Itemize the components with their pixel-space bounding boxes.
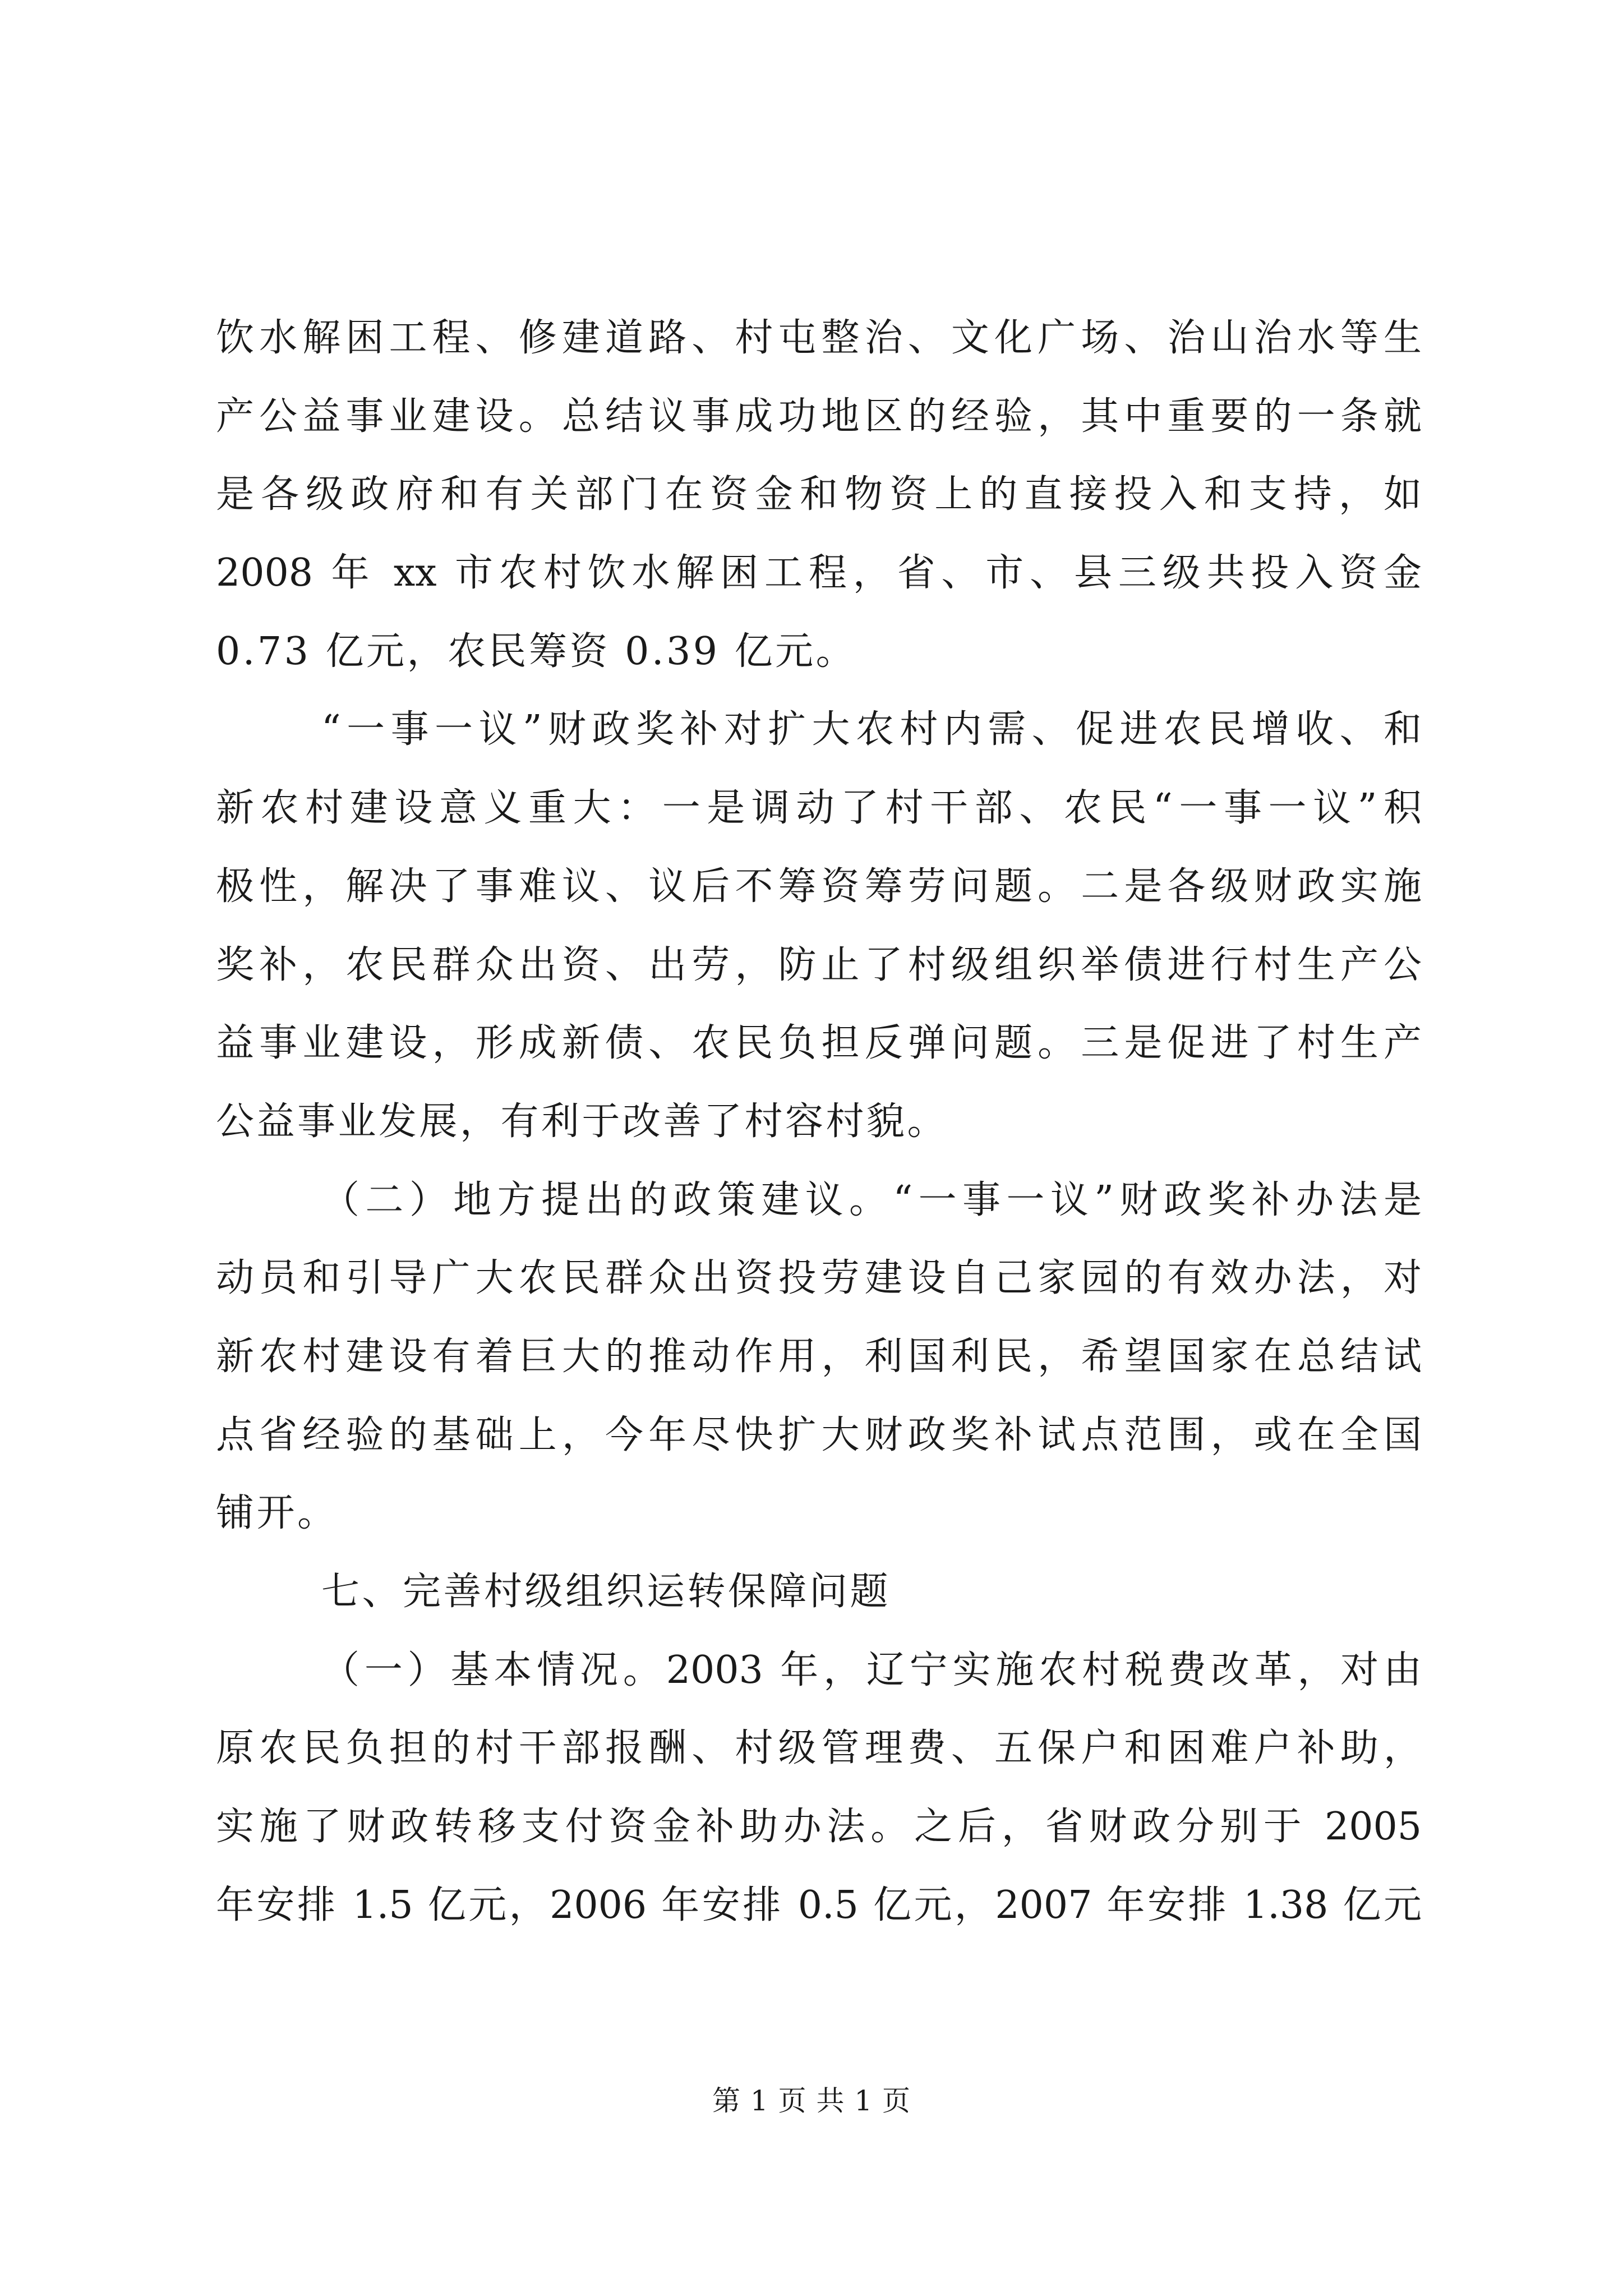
text-line: 饮水解困工程、修建道路、村屯整治、文化广场、治山治水等生	[216, 316, 1422, 360]
text-line: 新农村建设有着巨大的推动作用，利国利民，希望国家在总结试	[216, 1334, 1422, 1379]
text-line: 2008 年 xx 市农村饮水解困工程，省、市、县三级共投入资金	[216, 551, 1422, 596]
text-line: 是各级政府和有关部门在资金和物资上的直接投入和支持，如	[216, 472, 1422, 517]
paragraph-first-line: （二）地方提出的政策建议。“一事一议”财政奖补办法是	[321, 1177, 1422, 1222]
paragraph-first-line: “一事一议”财政奖补对扩大农村内需、促进农民增收、和	[321, 707, 1422, 752]
text-line: 产公益事业建设。总结议事成功地区的经验，其中重要的一条就	[216, 394, 1422, 439]
text-line: 奖补，农民群众出资、出劳，防止了村级组织举债进行村生产公	[216, 942, 1422, 987]
text-line: 0.73 亿元，农民筹资 0.39 亿元。	[216, 629, 857, 674]
text-line: 年安排 1.5 亿元，2006 年安排 0.5 亿元，2007 年安排 1.38 亿元	[216, 1883, 1422, 1927]
text-line: 新农村建设意义重大：一是调动了村干部、农民“一事一议”积	[216, 786, 1422, 831]
text-line: 原农民负担的村干部报酬、村级管理费、五保户和困难户补助，	[216, 1726, 1422, 1771]
document-body	[216, 299, 1422, 1944]
page-number-footer: 第 1 页 共 1 页	[712, 2085, 911, 2117]
section-heading: 七、完善村级组织运转保障问题	[321, 1570, 891, 1614]
text-line: 实施了财政转移支付资金补助办法。之后，省财政分别于 2005	[216, 1805, 1422, 1849]
text-line: 点省经验的基础上，今年尽快扩大财政奖补试点范围，或在全国	[216, 1412, 1422, 1457]
text-line: 铺开。	[216, 1491, 338, 1536]
text-line: 益事业建设，形成新债、农民负担反弹问题。三是促进了村生产	[216, 1021, 1422, 1066]
paragraph-first-line: （一）基本情况。2003 年，辽宁实施农村税费改革，对由	[321, 1648, 1422, 1692]
text-line: 动员和引导广大农民群众出资投劳建设自己家园的有效办法，对	[216, 1256, 1422, 1301]
text-line: 公益事业发展，有利于改善了村容村貌。	[216, 1099, 948, 1144]
text-line: 极性，解决了事难议、议后不筹资筹劳问题。二是各级财政实施	[216, 864, 1422, 909]
